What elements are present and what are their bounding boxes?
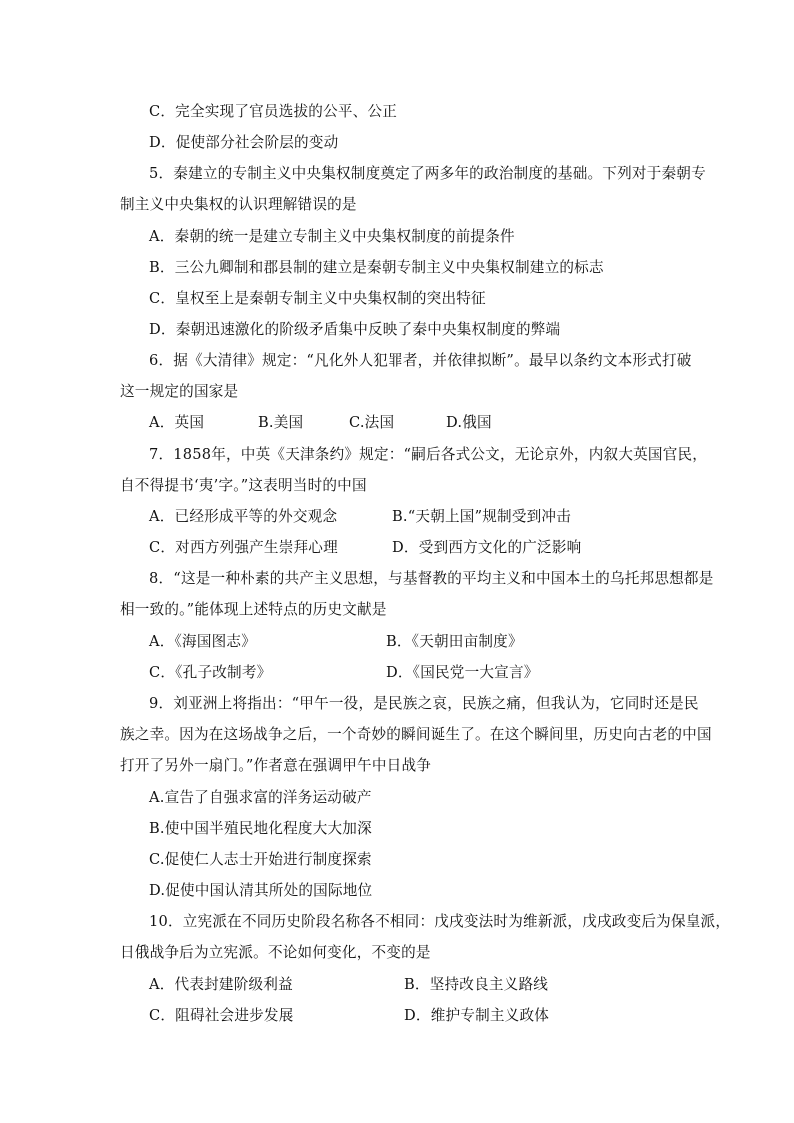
option-a-q7: A．已经形成平等的外交观念 (149, 508, 338, 525)
question-8-cont: 相一致的。”能体现上述特点的历史文献是 (120, 601, 387, 618)
question-7: 7．1858年，中英《天津条约》规定：“嗣后各式公文，无论京外，内叙大英国官民， (149, 446, 708, 463)
question-8: 8．“这是一种朴素的共产主义思想，与基督教的平均主义和中国本土的乌托邦思想都是 (149, 570, 714, 587)
option-a-q8: A．《海国图志》 (149, 633, 256, 650)
question-6-cont: 这一规定的国家是 (120, 383, 239, 400)
option-c-q4: C．完全实现了官员选拔的公平、公正 (149, 103, 398, 120)
option-d-q8: D．《国民党一大宣言》 (386, 664, 539, 681)
question-9: 9．刘亚洲上将指出：“甲午一役，是民族之哀，民族之痛，但我认为，它同时还是民 (149, 695, 699, 712)
option-d-q9: D.促使中国认清其所处的国际地位 (149, 882, 373, 899)
option-a-q9: A.宣告了自强求富的洋务运动破产 (149, 789, 372, 806)
option-d-q6: D.俄国 (446, 414, 492, 431)
question-9-cont-2: 打开了另外一扇门。”作者意在强调甲午中日战争 (120, 757, 432, 774)
question-5-cont: 制主义中央集权的认识理解错误的是 (120, 196, 357, 213)
option-d-q7: D．受到西方文化的广泛影响 (392, 539, 582, 556)
option-d-q4: D．促使部分社会阶层的变动 (149, 134, 339, 151)
question-10-cont: 日俄战争后为立宪派。不论如何变化，不变的是 (120, 944, 431, 961)
option-c-q5: C．皇权至上是秦朝专制主义中央集权制的突出特征 (149, 290, 486, 307)
option-a-q6: A．英国 (149, 414, 205, 431)
question-10: 10．立宪派在不同历史阶段名称各不相同：戊戌变法时为维新派，戊戌政变后为保皇派， (149, 913, 731, 930)
option-b-q10: B．坚持改良主义路线 (404, 976, 549, 993)
option-c-q6: C.法国 (349, 414, 395, 431)
question-9-cont-1: 族之幸。因为在这场战争之后，一个奇妙的瞬间诞生了。在这个瞬间里，历史向古老的中国 (120, 726, 712, 743)
option-b-q5: B．三公九卿制和郡县制的建立是秦朝专制主义中央集权制建立的标志 (149, 259, 604, 276)
question-6: 6．据《大清律》规定：“凡化外人犯罪者，并依律拟断”。最早以条约文本形式打破 (149, 352, 692, 369)
option-a-q5: A．秦朝的统一是建立专制主义中央集权制度的前提条件 (149, 228, 515, 245)
option-b-q8: B．《天朝田亩制度》 (386, 633, 523, 650)
question-5: 5．秦建立的专制主义中央集权制度奠定了两多年的政治制度的基础。下列对于秦朝专 (149, 165, 706, 182)
option-a-q10: A．代表封建阶级利益 (149, 976, 293, 993)
question-7-cont: 自不得提书‘夷’字。”这表明当时的中国 (120, 477, 367, 494)
option-d-q10: D．维护专制主义政体 (404, 1007, 550, 1024)
option-b-q6: B.美国 (258, 414, 304, 431)
option-c-q8: C．《孔子改制考》 (149, 664, 272, 681)
option-c-q9: C.促使仁人志士开始进行制度探索 (149, 851, 372, 868)
option-c-q10: C．阻碍社会进步发展 (149, 1007, 294, 1024)
option-b-q9: B.使中国半殖民地化程度大大加深 (149, 820, 372, 837)
option-d-q5: D．秦朝迅速激化的阶级矛盾集中反映了秦中央集权制度的弊端 (149, 321, 561, 338)
option-b-q7: B.“天朝上国”规制受到冲击 (392, 508, 572, 525)
option-c-q7: C．对西方列强产生崇拜心理 (149, 539, 338, 556)
